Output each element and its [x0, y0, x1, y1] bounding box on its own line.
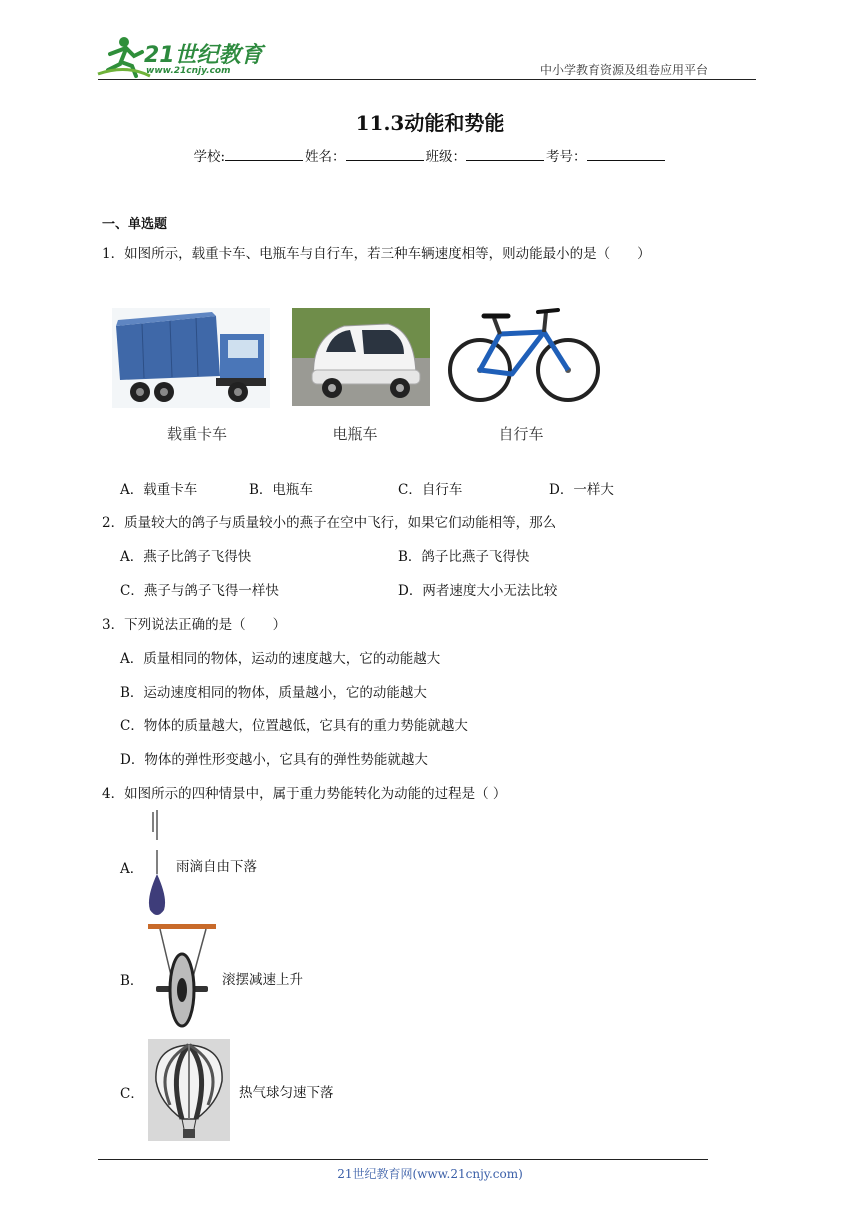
- q3-option-b: B．运动速度相同的物体，质量越小，它的动能越大: [120, 685, 427, 701]
- student-info: [0, 145, 860, 165]
- q2-option-d: D．两者速度大小无法比较: [398, 583, 558, 599]
- maxwell-wheel-image: [146, 922, 218, 1030]
- info-label-name: 姓名：: [305, 149, 346, 165]
- school-blank: [225, 148, 303, 161]
- q4-option-a-letter: A．: [120, 861, 144, 877]
- q3-option-c: C．物体的质量越大，位置越低，它具有的重力势能就越大: [120, 718, 468, 734]
- header-divider: [98, 79, 756, 80]
- name-blank: [346, 148, 424, 161]
- q2-option-c: C．燕子与鸽子飞得一样快: [120, 583, 279, 599]
- q4-option-c-letter: C．: [120, 1086, 144, 1102]
- logo-url: www.21cnjy.com: [146, 66, 231, 76]
- raindrop-image: [144, 810, 174, 920]
- q4-option-a-text: 雨滴自由下落: [176, 859, 257, 875]
- q4-option-b-text: 滚摆减速上升: [222, 972, 303, 988]
- q4-option-b-letter: B．: [120, 973, 144, 989]
- q4-stem: 4．如图所示的四种情景中，属于重力势能转化为动能的过程是（ ）: [102, 786, 507, 802]
- q3-option-a: A．质量相同的物体，运动的速度越大，它的动能越大: [120, 651, 441, 667]
- electric-car-image: [292, 308, 430, 406]
- q1-image-label-truck: 载重卡车: [166, 425, 227, 443]
- info-label-class: 班级：: [425, 149, 467, 165]
- platform-label: 中小学教育资源及组卷应用平台: [540, 63, 709, 77]
- q1-image-label-bicycle: 自行车: [498, 425, 544, 443]
- q3-option-d: D．物体的弹性形变越小，它具有的弹性势能就越大: [120, 752, 428, 768]
- section-heading: 一、单选题: [102, 217, 168, 232]
- page-title: 11.3动能和势能: [355, 111, 505, 135]
- class-blank: [466, 148, 544, 161]
- q1-stem: 1．如图所示，载重卡车、电瓶车与自行车，若三种车辆速度相等，则动能最小的是（ ）: [102, 246, 651, 262]
- exam-number-blank: [587, 148, 665, 161]
- q3-stem: 3．下列说法正确的是（ ）: [102, 617, 287, 633]
- truck-image: [112, 308, 270, 408]
- q2-option-b: B．鸽子比燕子飞得快: [398, 549, 530, 565]
- info-label-exam-number: 考号：: [546, 149, 587, 165]
- q1-image-label-ebike: 电瓶车: [332, 425, 378, 443]
- q1-option-d: D．一样大: [549, 482, 614, 498]
- footer-text: 21世纪教育网(www.21cnjy.com): [337, 1167, 523, 1181]
- q2-option-a: A．燕子比鸽子飞得快: [120, 549, 252, 565]
- q1-option-c: C．自行车: [398, 482, 463, 498]
- logo-text: 21世纪教育: [144, 43, 263, 68]
- site-logo: [96, 34, 266, 82]
- q2-stem: 2．质量较大的鸽子与质量较小的燕子在空中飞行，如果它们动能相等，那么: [102, 515, 557, 531]
- hot-air-balloon-image: [148, 1039, 230, 1141]
- bicycle-image: [446, 304, 602, 406]
- q4-option-c-text: 热气球匀速下落: [239, 1085, 334, 1101]
- q1-option-a: A．载重卡车: [120, 482, 198, 498]
- info-label-school: 学校:: [193, 149, 226, 165]
- footer-divider: [98, 1159, 708, 1160]
- q1-option-b: B．电瓶车: [249, 482, 313, 498]
